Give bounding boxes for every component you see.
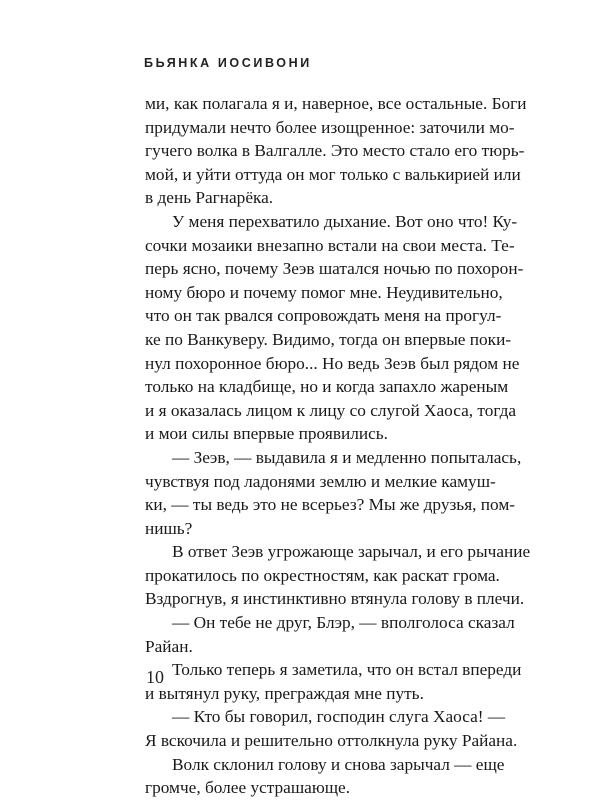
text-line: — Он тебе не друг, Блэр, — вполголоса сказал xyxy=(172,613,515,633)
text-line: чувствуя под ладонями землю и мелкие камуш- xyxy=(145,471,496,491)
paragraph xyxy=(145,540,531,611)
text-line: и я оказалась лицом к лицу со слугой Хаоса, тогда xyxy=(145,400,517,420)
text-line: и мои силы впервые проявились. xyxy=(145,424,388,444)
text-line: — Кто бы говорил, господин слуга Хаоса! — xyxy=(172,707,506,727)
text-line: В ответ Зеэв угрожающе зарычал, и его рычание xyxy=(172,542,531,562)
running-head: БЬЯНКА ИОСИВОНИ xyxy=(144,56,312,70)
text-line: Только теперь я заметила, что он встал впереди xyxy=(172,660,522,680)
paragraph xyxy=(145,92,527,210)
text-line: нишь? xyxy=(145,518,193,538)
text-line: Волк склонил голову и снова зарычал — еще xyxy=(172,754,505,774)
page-number: 10 xyxy=(146,667,164,687)
text-line: громче, более устрашающе. xyxy=(145,778,351,798)
paragraph xyxy=(145,210,524,446)
text-line: придумали нечто более изощренное: заточили мо- xyxy=(145,117,515,137)
text-line: сочки мозаики внезапно встали на свои места. Те- xyxy=(145,235,515,255)
text-line: ки, — ты ведь это не всерьез? Мы же друзья, пом- xyxy=(145,495,516,515)
text-line: перь ясно, почему Зеэв шатался ночью по похорон- xyxy=(145,259,524,279)
text-line: ному бюро и почему помог мне. Неудивительно, xyxy=(145,282,503,302)
text-line: нул похоронное бюро... Но ведь Зеэв был рядом не xyxy=(145,353,520,373)
paragraph xyxy=(145,658,522,705)
paragraph xyxy=(145,611,515,658)
body-text xyxy=(145,92,531,800)
text-line: гучего волка в Валгалле. Это место стало его тюрь- xyxy=(145,141,525,161)
text-line: Я вскочила и решительно оттолкнула руку Райана. xyxy=(145,731,518,751)
text-line: что он так рвался сопровождать меня на прогул- xyxy=(145,306,502,326)
text-line: и вытянул руку, преграждая мне путь. xyxy=(145,683,424,703)
text-line: ми, как полагала я и, наверное, все остальные. Боги xyxy=(145,94,527,113)
text-line: мой, и уйти оттуда он мог только с валькирией или xyxy=(145,164,521,184)
text-line: в день Рагнарёка. xyxy=(145,188,274,208)
text-line: ке по Ванкуверу. Видимо, тогда он впервые поки- xyxy=(145,329,512,349)
paragraph xyxy=(145,705,518,752)
text-line: У меня перехватило дыхание. Вот оно что! Ку- xyxy=(172,211,518,231)
text-line: Вздрогнув, я инстинктивно втянула голову в плечи. xyxy=(145,589,525,609)
paragraph xyxy=(145,446,522,540)
text-line: только на кладбище, но и когда запахло жареным xyxy=(145,377,509,397)
paragraph xyxy=(145,753,505,800)
text-line: — Зеэв, — выдавила я и медленно попыталась, xyxy=(172,447,522,467)
text-line: Райан. xyxy=(145,636,193,656)
text-line: прокатилось по окрестностям, как раскат грома. xyxy=(145,565,500,585)
